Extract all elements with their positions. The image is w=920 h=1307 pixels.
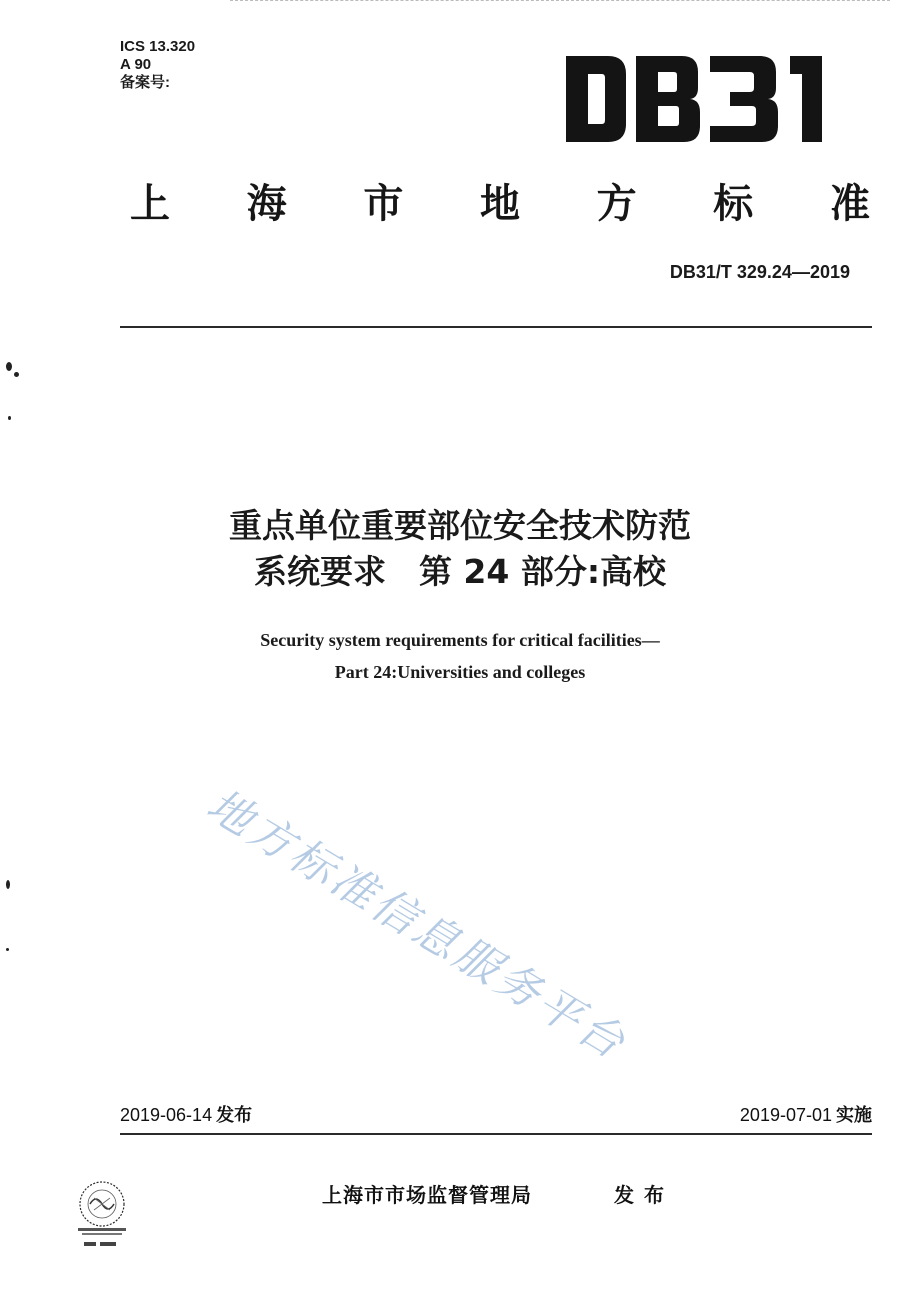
standard-number: DB31/T 329.24—2019 (669, 262, 850, 282)
header-char: 准 (829, 181, 870, 227)
header-char: 海 (246, 181, 287, 227)
title-cn-line1: 重点单位重要部位安全技术防范 (229, 506, 691, 545)
issue-date-block (120, 1101, 252, 1127)
header-char: 地 (479, 181, 520, 227)
scan-edge-line (230, 0, 890, 1)
filing-number-label: 备案号: (120, 74, 170, 91)
scan-speck (6, 948, 9, 951)
publisher-name: 上海市市场监督管理局 (322, 1183, 532, 1207)
header-char: 标 (713, 181, 754, 227)
publisher-action: 发布 (614, 1183, 674, 1207)
bottom-divider (120, 1133, 872, 1135)
implement-date: 2019-07-01 (739, 1105, 832, 1125)
title-en-line2: Part 24:Universities and colleges (334, 662, 586, 682)
classification-block (120, 38, 195, 92)
top-divider (120, 326, 872, 328)
watermark: 地方标准信息服务平台 (198, 779, 636, 1071)
issue-date: 2019-06-14 (120, 1105, 213, 1125)
scan-speck (8, 416, 11, 420)
ics-code: ICS 13.320 (120, 38, 196, 55)
scan-speck (6, 880, 10, 889)
local-standard-header (130, 176, 870, 232)
db31-logo (564, 52, 826, 146)
issue-label: 发布 (216, 1105, 253, 1126)
header-char: 市 (363, 181, 404, 227)
header-char: 方 (596, 181, 637, 227)
scan-speck (6, 362, 12, 371)
implement-label: 实施 (836, 1105, 872, 1126)
seal-stamp-icon (60, 1170, 144, 1254)
implement-date-block (740, 1101, 872, 1127)
scan-speck (14, 372, 19, 377)
title-en-line1: Security system requirements for critical facilities— (260, 630, 660, 650)
header-char: 上 (130, 181, 170, 227)
title-cn-line2: 系统要求 第 24 部分:高校 (253, 552, 667, 591)
ccs-code: A 90 (120, 56, 152, 73)
logo-text: DB31 (564, 52, 567, 53)
